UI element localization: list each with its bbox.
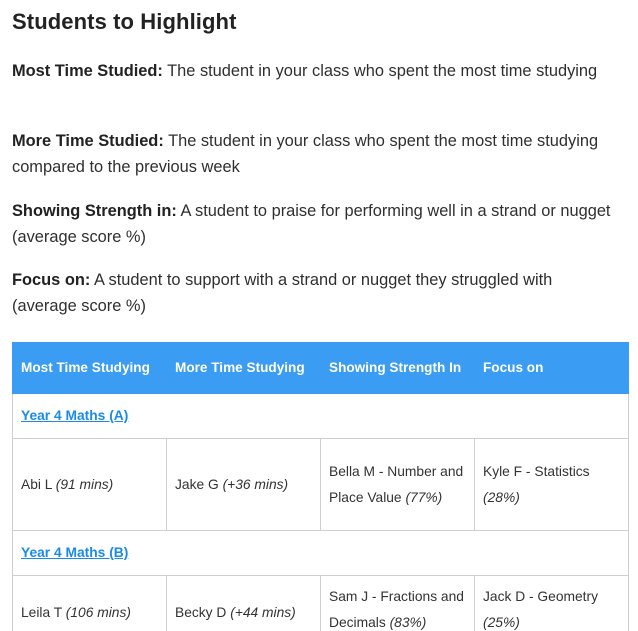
student-name: Jake G [175, 476, 219, 492]
definition-term: Most Time Studied: [12, 62, 163, 80]
header-row [13, 343, 629, 394]
class-group-cell [13, 531, 629, 576]
highlight-table [12, 342, 629, 631]
strength-cell [321, 439, 475, 531]
student-name: Kyle F - Statistics [483, 463, 590, 479]
page-title: Students to Highlight [12, 9, 237, 34]
class-link-year-4-maths-b[interactable]: Year 4 Maths (B) [21, 545, 129, 560]
student-name: Leila T [21, 605, 62, 620]
definition-text: A student to praise for performing well in a strand or nugget (average score %) [12, 202, 611, 246]
table-row [13, 439, 629, 531]
definition-most-time [12, 58, 612, 84]
column-header-more-time: More Time Studying [167, 343, 321, 394]
more-time-cell [167, 439, 321, 531]
student-metric: (106 mins) [65, 605, 131, 620]
strength-cell [321, 576, 475, 631]
student-metric: (+44 mins) [230, 605, 296, 620]
table-header [13, 343, 629, 394]
class-group-row [13, 531, 629, 576]
student-name: Bella M - Number and Place Value [329, 463, 464, 505]
most-time-cell [13, 439, 167, 531]
student-metric: (25%) [483, 615, 520, 630]
student-metric: (83%) [389, 615, 427, 630]
column-header-focus: Focus on [475, 343, 629, 394]
student-metric: (77%) [405, 489, 443, 505]
column-header-most-time: Most Time Studying [13, 343, 167, 394]
student-metric: (+36 mins) [222, 476, 289, 492]
student-name: Jack D - Geometry [483, 589, 598, 604]
most-time-cell [13, 576, 167, 631]
definition-term: Showing Strength in: [12, 202, 177, 220]
focus-cell [475, 576, 629, 631]
definition-strength [12, 198, 612, 250]
definition-text: The student in your class who spent the most time studying [167, 62, 598, 80]
table-row [13, 576, 629, 631]
definition-focus [12, 267, 612, 319]
definition-text: A student to support with a strand or nugget they struggled with (average score %) [12, 271, 553, 315]
column-header-strength: Showing Strength In [321, 343, 475, 394]
class-group-cell [13, 394, 629, 439]
class-link-year-4-maths-a[interactable]: Year 4 Maths (A) [21, 408, 129, 423]
more-time-cell [167, 576, 321, 631]
student-name: Becky D [175, 605, 227, 620]
table-body [13, 394, 629, 631]
definition-more-time [12, 128, 612, 180]
student-name: Abi L [21, 476, 52, 492]
definition-term: Focus on: [12, 271, 91, 289]
definition-term: More Time Studied: [12, 132, 164, 150]
class-group-row [13, 394, 629, 439]
definition-text: The student in your class who spent the most time studying compared to the previous week [12, 132, 599, 176]
student-name: Sam J - Fractions and Decimals [329, 589, 464, 630]
student-metric: (91 mins) [55, 476, 114, 492]
focus-cell [475, 439, 629, 531]
student-metric: (28%) [483, 489, 520, 505]
